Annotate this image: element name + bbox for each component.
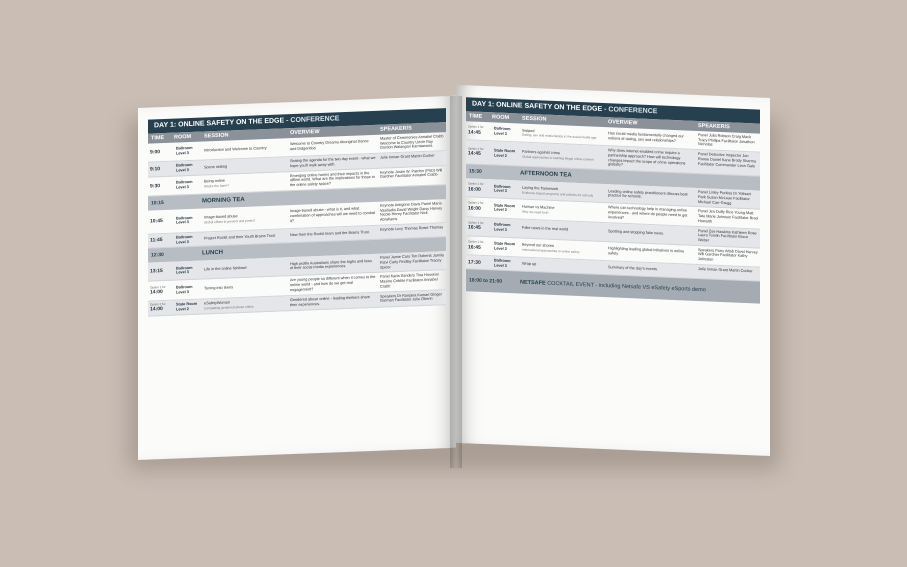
row-overview: Gendered abuse online - leading thinkers share their experiences. (290, 295, 370, 307)
header-overview: OVERVIEW (608, 119, 638, 127)
session-title: Tuning into teens (204, 285, 233, 291)
row-overview: Highlighting leading global initiatives in online safety. (608, 246, 685, 256)
row-option: Option 2 for (468, 146, 484, 151)
break-time: 12:30 (151, 252, 164, 259)
row-room: State Room Level 2 (494, 203, 516, 213)
row-overview: Where can technology help in managing online experiences - and where do people need to get involved? (608, 205, 688, 220)
break-time: 10:15 (151, 199, 164, 207)
row-option: Option 1 for (150, 284, 166, 290)
row-session (202, 205, 288, 231)
session-title: eSafetyWoman (204, 300, 230, 306)
row-time-value: 17:30 (468, 258, 481, 266)
right-schedule (466, 97, 760, 445)
row-speakers: Panel Linley Purkiss Dr Yolisani Park Susan McLean Facilitator Michael Carr-Gregg (698, 190, 752, 205)
row-time-value: 14:00 (150, 306, 163, 313)
row-room: State Room Level 2 (494, 241, 516, 251)
row-time-value: 13:15 (150, 268, 163, 275)
row-time (148, 162, 174, 176)
session-title: Fake news in the real world (522, 225, 569, 232)
row-time (148, 281, 174, 300)
event-text: COCKTAIL EVENT - including Netsafe VS eSafety eSports demo (547, 281, 706, 294)
row-session (202, 277, 288, 299)
row-option: Option 2 for (468, 239, 484, 244)
header-speakers: SPEAKER/S (380, 125, 412, 133)
row-speakers: Panel Zoe Hawkins Kathleen Rose Laura Tomlin Facilitator Bruce Weber (698, 228, 757, 243)
row-time-value: 14:00 (150, 289, 163, 296)
event-label (520, 280, 706, 294)
row-room: Ballroom Level 3 (494, 126, 511, 137)
break-label: AFTERNOON TEA (520, 170, 572, 179)
session-subtitle: Why we need both (522, 209, 549, 215)
session-subtitle: Global approaches to tackling illegal online content (522, 154, 594, 162)
session-title: Swiped (522, 128, 535, 133)
row-session (520, 238, 606, 260)
row-speakers: Panel Jen Duffy Rice Young Matt Tate Marie Johnson Facilitator Brad Howarth (698, 209, 758, 224)
row-overview: Summary of the day's events. (608, 265, 658, 272)
event-time: 18:00 to 21:00 (469, 277, 503, 286)
row-time-value: 14:45 (468, 129, 481, 136)
row-session (520, 200, 606, 222)
row-time-value: 16:00 (468, 205, 481, 213)
session-title: Scene setting (204, 164, 228, 170)
row-overview: Spotting and stopping fake news. (608, 229, 664, 236)
row-overview: High profile Australians share the highs and lows of their social media experiences. (290, 258, 372, 271)
session-subtitle: Combatting gendered abuse online (204, 304, 254, 311)
row-overview: Are young people so different when it comes to the online world - and how do we get real engagement? (290, 275, 376, 293)
row-overview: Leading online safety practitioners discuss best practice for schools. (608, 188, 688, 199)
row-option: Option 1 for (468, 124, 484, 130)
session-subtitle: What's the harm? (204, 183, 229, 189)
row-speakers: Panel Detective Inspector Jon Rouse Daniel Kane Brody Sharma Facilitator Commander Leon Gale (698, 152, 757, 169)
header-room: ROOM (174, 133, 192, 141)
right-rows (466, 121, 760, 304)
row-room: Ballroom Level 3 (176, 163, 193, 173)
header-room: ROOM (492, 114, 510, 122)
row-overview: Welcome to Country Dreamu Aboriginal Dance and Didgeridoo (290, 139, 369, 152)
row-session (520, 124, 606, 146)
row-overview: Setting the agenda for the two day event - what we hope you'll walk away with. (290, 156, 376, 169)
row-room: Ballroom Level 3 (176, 215, 193, 225)
book-spine (450, 96, 462, 468)
row-time-value: 16:00 (468, 186, 481, 193)
row-session (202, 296, 288, 313)
event-brand: NETSAFE (520, 279, 546, 288)
row-room: Ballroom Level 3 (494, 222, 511, 232)
session-subtitle: Global efforts to prevent and protect (204, 218, 255, 225)
row-time (466, 121, 492, 140)
left-title-suffix: - CONFERENCE (286, 115, 340, 125)
row-time-value: 9:30 (150, 182, 161, 190)
row-time-value: 14:45 (468, 150, 481, 158)
row-room: Ballroom Level 3 (176, 284, 193, 295)
header-overview: OVERVIEW (290, 129, 320, 137)
left-title-text: DAY 1: ONLINE SAFETY ON THE EDGE (154, 117, 285, 130)
left-page (138, 96, 456, 460)
row-time-value: 16:45 (468, 243, 481, 251)
row-session (202, 258, 288, 280)
row-time (148, 262, 174, 281)
session-title: Image-based abuse (204, 214, 238, 220)
row-time (148, 233, 174, 247)
session-title: Partners against crime (522, 149, 560, 156)
row-session (202, 172, 288, 194)
break-label: MORNING TEA (202, 196, 245, 205)
session-title: Laying the framework (522, 185, 559, 192)
row-option: Option 1 for (468, 181, 484, 187)
row-room: Ballroom Level 3 (176, 179, 193, 190)
row-room: State Room Level 2 (494, 148, 516, 158)
session-title: Wrap up (522, 261, 537, 267)
row-overview: Image-based abuse - what is it, and what combination of approaches will we need to combat it? (290, 206, 376, 223)
row-time (148, 176, 174, 195)
right-title-suffix: - CONFERENCE (604, 106, 658, 116)
left-schedule (148, 108, 446, 449)
row-time (466, 198, 492, 217)
row-room: Ballroom Level 3 (176, 234, 193, 245)
row-time-value: 9:00 (150, 149, 161, 156)
row-time (466, 178, 492, 197)
row-time (466, 140, 492, 164)
row-speakers: Speakers Dr Ranjana Kumari Ginger Gorman Facilitator Julie Oberin (380, 292, 442, 304)
session-title: Beyond our shores (522, 243, 554, 249)
break-time: 15:30 (469, 168, 482, 176)
row-overview: Has social media fundamentally changed our notions of dating, sex and relationships? (608, 131, 684, 144)
row-time-value: 16:45 (468, 224, 481, 232)
row-speakers: Julie Inman Grant Martin Cocker (698, 266, 753, 274)
session-title: Human vs Machine (522, 204, 555, 211)
session-title: Introduction and Welcome to Country (204, 145, 267, 153)
row-time (148, 300, 174, 315)
row-time (466, 255, 492, 270)
header-speakers: SPEAKER/S (698, 122, 730, 131)
row-room: State Room Level 2 (176, 301, 198, 312)
header-time: TIME (151, 134, 165, 142)
row-speakers: Panel Jamie Caro Tim Roberts Jamila Rizvi Carly Findlay Facilitator Tracey Spicer (380, 253, 444, 270)
row-room: Ballroom Level 3 (494, 183, 511, 194)
row-session (202, 138, 288, 160)
row-time-value: 10:45 (150, 218, 163, 225)
session-title: Being online (204, 179, 225, 184)
row-room: Ballroom Level 3 (176, 265, 193, 275)
row-session (520, 143, 606, 170)
row-session (520, 219, 606, 241)
row-option: Option 2 for (468, 200, 484, 206)
row-speakers: Keynote Lucy Thomas Rosie Thomas (380, 225, 444, 232)
row-time (148, 143, 174, 162)
row-session (520, 181, 606, 203)
break-label: LUNCH (202, 250, 223, 257)
session-subtitle: Dating, sex and relationships in the social media age (522, 133, 597, 141)
row-speakers: Speakers Parry Aftab David Harvey Will Gardner Facilitator Kathy Johnston (698, 247, 758, 262)
row-room: Ballroom Level 3 (176, 146, 193, 156)
row-speakers: Keynote Justin W. Patchin (PhD) Will Gardner Facilitator Annabel Crabb (380, 167, 443, 180)
session-subtitle: International approaches to online safety (522, 247, 580, 255)
session-subtitle: Evidence based programs and policies for schools (522, 190, 594, 198)
row-option: Option 1 for (468, 219, 484, 225)
row-time (148, 209, 174, 233)
row-overview: Emerging online harms and their impacts in the offline world. What are the implications for those in the online safety space? (290, 170, 375, 188)
row-time-value: 11:45 (150, 237, 163, 244)
right-page (456, 85, 770, 456)
header-time: TIME (469, 113, 483, 120)
row-option: Option 2 for (150, 301, 166, 307)
session-title: Project Rockit and their Youth Brains Trust (204, 233, 276, 241)
row-time (466, 236, 492, 255)
header-session: SESSION (522, 115, 547, 123)
row-time-value: 9:10 (150, 165, 161, 173)
header-session: SESSION (204, 132, 229, 140)
row-speakers: Master of Ceremonies Annabel Crabb Welcome to Country Uncle Ray Gordon Walangari Karntawarra (380, 134, 444, 151)
row-speakers: Panel Karla Sanders Tina Hosseini Maxine Cribble Facilitator Annabel Crabb (380, 272, 439, 289)
row-room: Ballroom Level 3 (494, 258, 511, 268)
row-speakers: Panel Julia Robson Craig Mack Tracy Phillips Facilitator Jonathon Nicholas (698, 132, 755, 148)
row-speakers: Julie Inman Grant Martin Cocker (380, 153, 435, 160)
right-title-text: DAY 1: ONLINE SAFETY ON THE EDGE (472, 100, 603, 113)
row-time (466, 217, 492, 236)
row-overview: New from the Rockit team and the Brains Trust. (290, 230, 370, 238)
row-overview: Why does internet-enabled crime require a partnership approach? How will technology changes impact the scope of crime operations globally? (608, 148, 686, 168)
row-speakers: Keynote Antigone Davis Panel Maria Vasiliadis David Wright Daisy Harvey Nicole Henry Facilitator Nick Abrahams (380, 201, 443, 222)
left-rows (148, 132, 446, 316)
session-title: Life in the online fishbowl (204, 265, 247, 272)
